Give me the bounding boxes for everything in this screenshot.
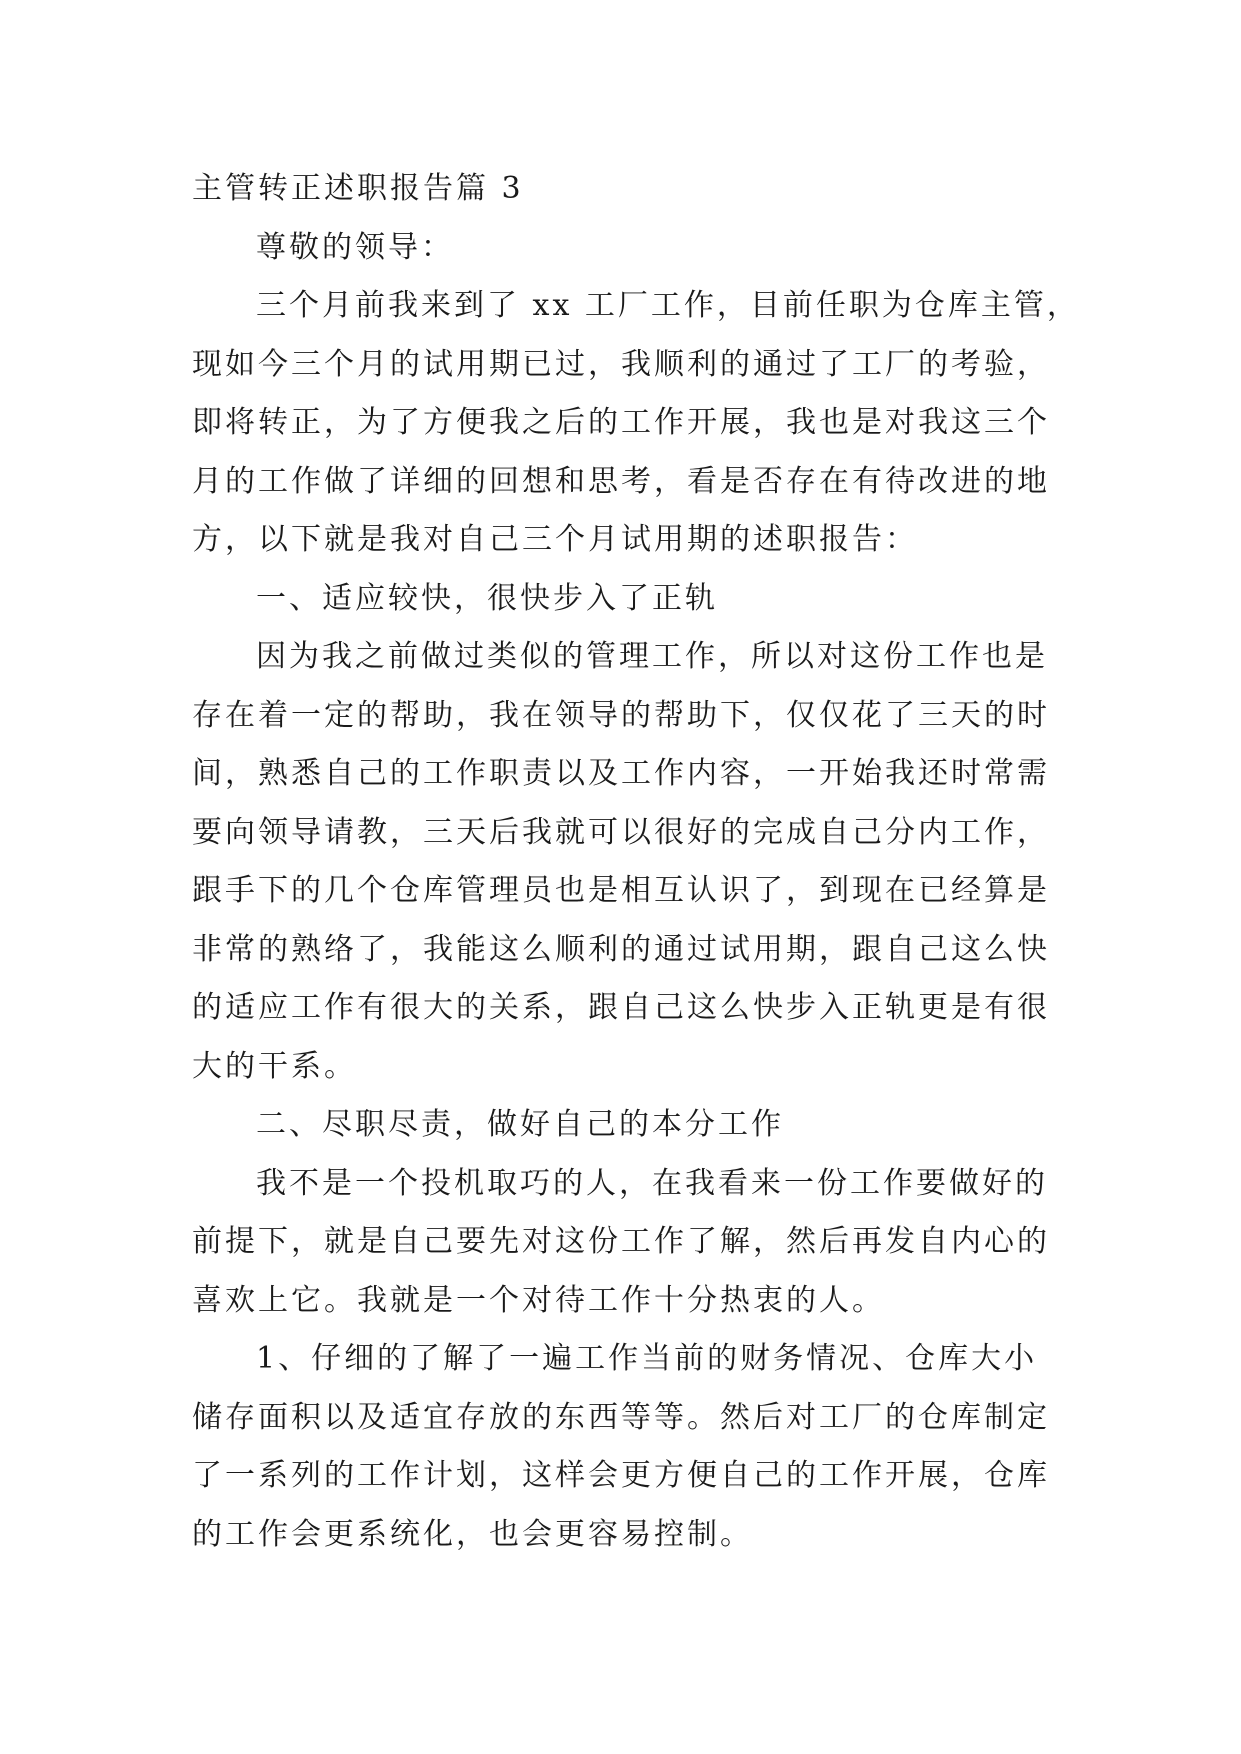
text-line: 了一系列的工作计划，这样会更方便自己的工作开展，仓库 (192, 1458, 1050, 1493)
text-line: 大的干系。 (192, 1048, 357, 1084)
text-line: 的工作会更系统化，也会更容易控制。 (192, 1516, 753, 1552)
text-line: 前提下，就是自己要先对这份工作了解，然后再发自内心的 (192, 1224, 1050, 1259)
text-line: 即将转正，为了方便我之后的工作开展，我也是对我这三个 (192, 405, 1050, 440)
text-line: 储存面积以及适宜存放的东西等等。然后对工厂的仓库制定 (192, 1399, 1050, 1435)
text-line: 1、仔细的了解了一遍工作当前的财务情况、仓库大小 (256, 1341, 1038, 1376)
text-line: 非常的熟络了，我能这么顺利的通过试用期，跟自己这么快 (192, 931, 1050, 967)
document-body (192, 219, 1080, 1565)
text-line: 因为我之前做过类似的管理工作，所以对这份工作也是 (256, 639, 1048, 674)
text-line: 方，以下就是我对自己三个月试用期的述职报告： (192, 522, 918, 557)
text-line: 存在着一定的帮助，我在领导的帮助下，仅仅花了三天的时 (192, 697, 1050, 733)
text-line: 跟手下的几个仓库管理员也是相互认识了，到现在已经算是 (192, 873, 1050, 908)
text-line: 喜欢上它。我就是一个对待工作十分热衷的人。 (192, 1282, 885, 1318)
document-title: 主管转正述职报告篇 3 (192, 171, 524, 206)
text-line: 尊敬的领导： (256, 229, 454, 265)
text-line: 一、适应较快，很快步入了正轨 (256, 580, 718, 616)
text-line: 月的工作做了详细的回想和思考，看是否存在有待改进的地 (192, 463, 1050, 499)
text-line: 三个月前我来到了 xx 工厂工作，目前任职为仓库主管， (256, 288, 1080, 323)
text-line: 的适应工作有很大的关系，跟自己这么快步入正轨更是有很 (192, 990, 1050, 1025)
text-line: 现如今三个月的试用期已过，我顺利的通过了工厂的考验， (192, 346, 1050, 382)
text-line: 间，熟悉自己的工作职责以及工作内容，一开始我还时常需 (192, 756, 1050, 791)
text-line: 我不是一个投机取巧的人，在我看来一份工作要做好的 (256, 1165, 1048, 1201)
document-page (192, 160, 1080, 1564)
text-line: 二、尽职尽责，做好自己的本分工作 (256, 1107, 784, 1142)
text-line: 要向领导请教，三天后我就可以很好的完成自己分内工作， (192, 814, 1050, 850)
